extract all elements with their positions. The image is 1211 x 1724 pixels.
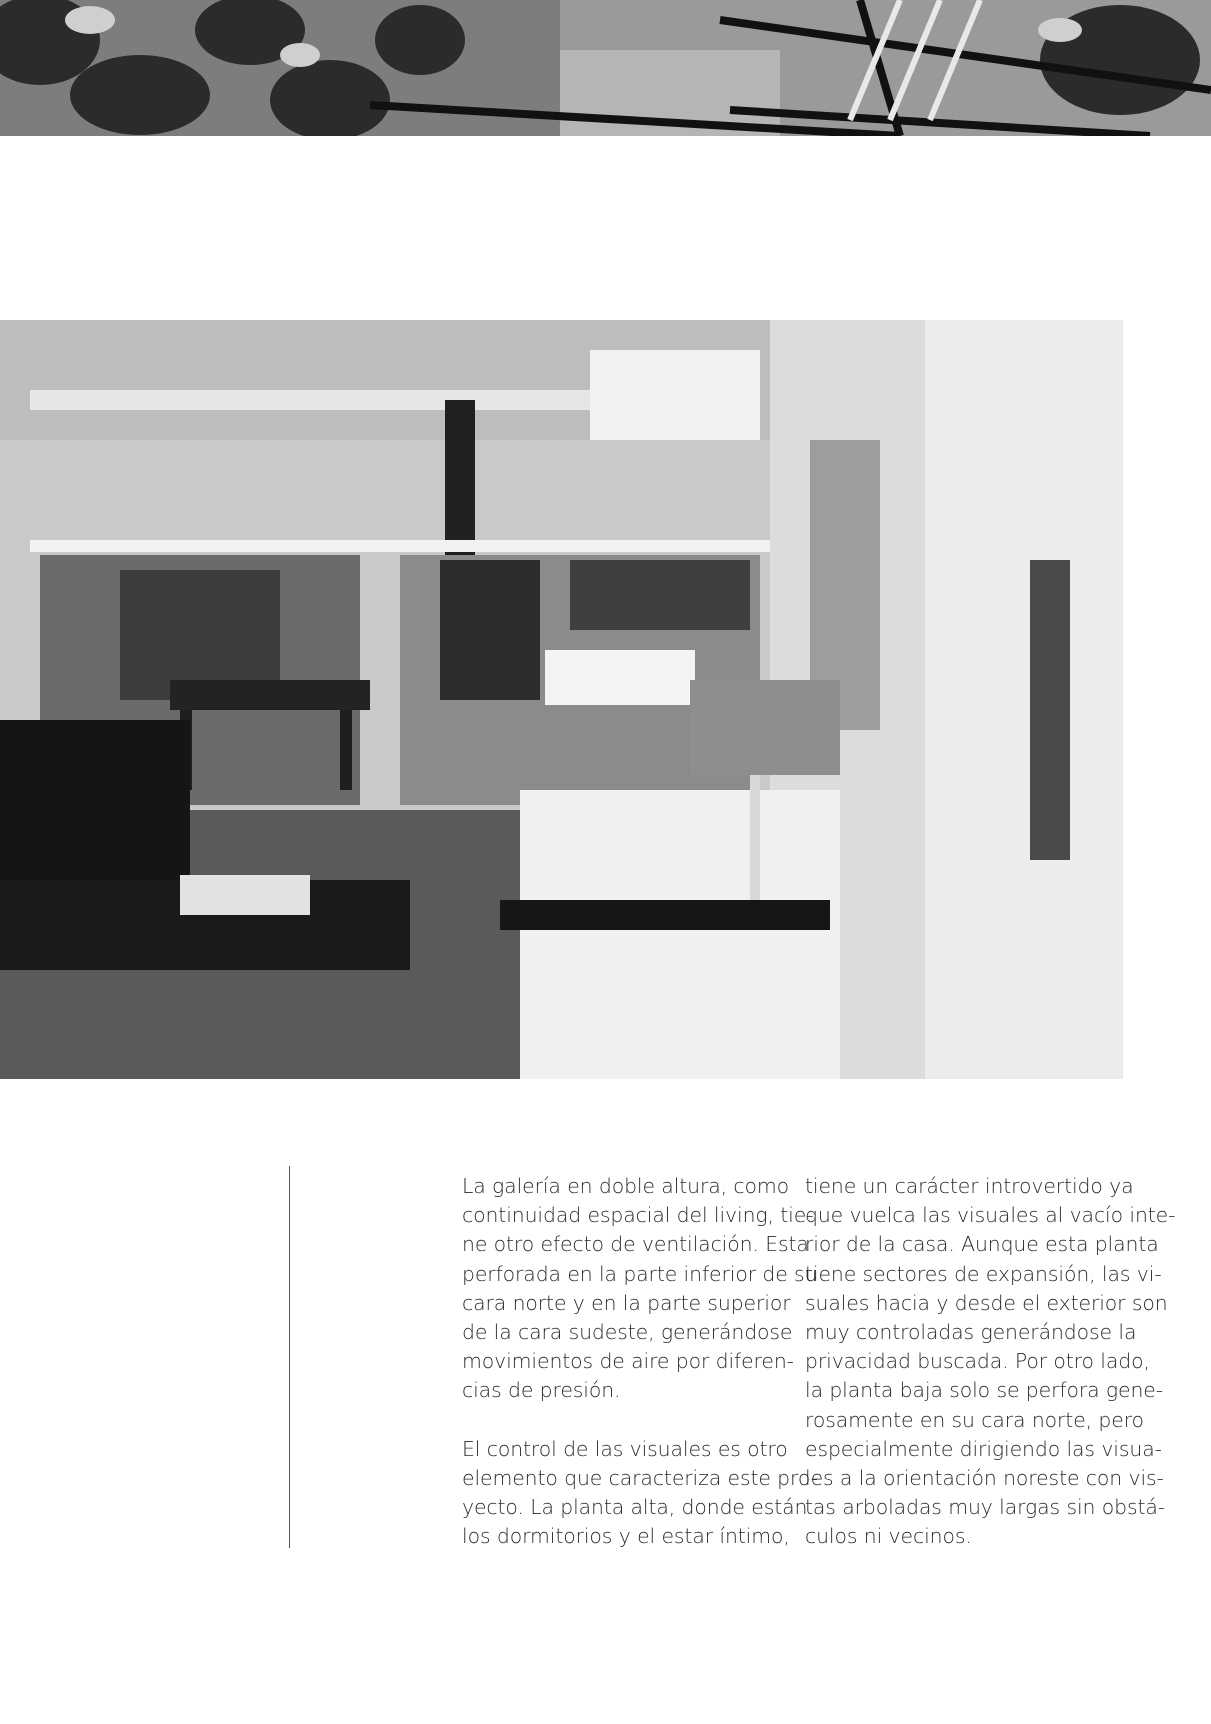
text-line: ne otro efecto de ventilación. Esta [462,1232,809,1257]
text-line: de la cara sudeste, generándose [462,1319,793,1344]
text-line: continuidad espacial del living, tie- [462,1203,814,1228]
text-line: tas arboladas muy largas sin obstá- [805,1495,1166,1520]
text-line: les a la orientación noreste con vis- [805,1465,1164,1490]
text-line: movimientos de aire por diferen- [462,1349,794,1374]
text-line: elemento que caracteriza este pro- [462,1465,818,1490]
text-line: perforada en la parte inferior de su [462,1261,818,1286]
vertical-divider [289,1166,290,1548]
text-column-right [805,1172,1176,1551]
text-line: suales hacia y desde el exterior son [805,1290,1168,1315]
text-line: yecto. La planta alta, donde están [462,1495,808,1520]
text-line: culos ni vecinos. [805,1524,972,1549]
text-line: especialmente dirigiendo las visua- [805,1436,1162,1461]
paragraph-gap [462,1406,780,1435]
text-line: la planta baja solo se perfora gene- [805,1378,1163,1403]
text-line: rosamente en su cara norte, pero [805,1407,1144,1432]
text-line: cara norte y en la parte superior [462,1290,791,1315]
text-line: La galería en doble altura, como [462,1174,790,1198]
text-line: tiene un carácter introvertido ya [805,1174,1134,1198]
text-column-left [462,1172,818,1551]
top-photo [0,0,1211,136]
text-line: los dormitorios y el estar íntimo, [462,1524,790,1549]
text-line: privacidad buscada. Por otro lado, [805,1349,1150,1374]
text-line: muy controladas generándose la [805,1319,1137,1344]
text-line: tiene sectores de expansión, las vi- [805,1261,1162,1286]
text-line: El control de las visuales es otro [462,1436,788,1461]
text-line: rior de la casa. Aunque esta planta [805,1232,1159,1257]
text-line: cias de presión. [462,1378,621,1403]
text-line: que vuelca las visuales al vacío inte- [805,1203,1176,1228]
interior-photo [0,320,1123,1079]
